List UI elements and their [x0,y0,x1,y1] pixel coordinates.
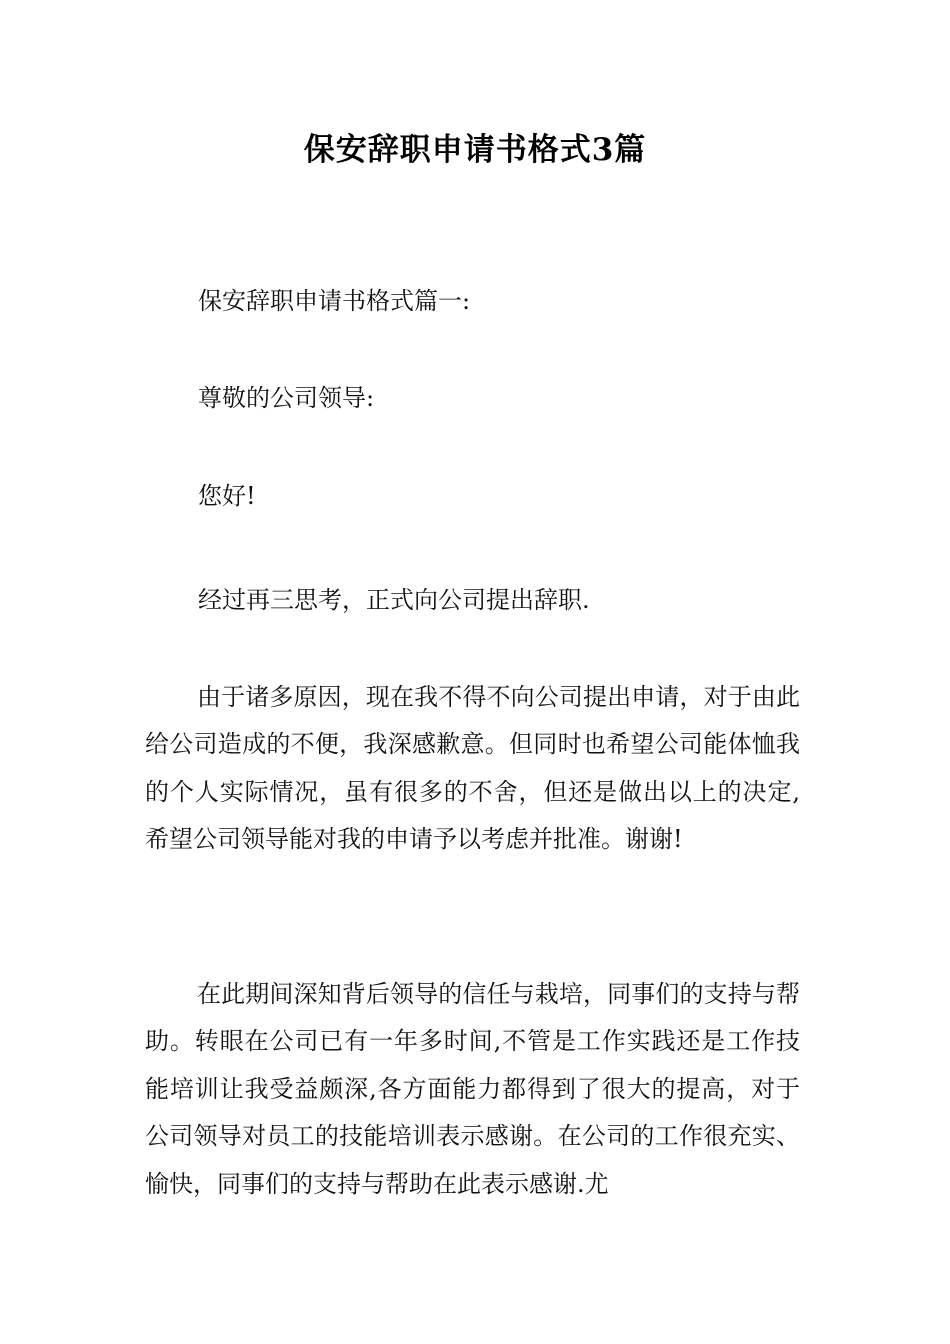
section-heading: 保安辞职申请书格式篇一: [198,287,471,315]
paragraph: 由于诸多原因，现在我不得不向公司提出申请，对于由此给公司造成的不便，我深感歉意。但同时也希望公司能体恤我的个人实际情况，虽有很多的不舍，但还是做出以上的决定,希望公司领导能对我的申请予以考虑并批准。谢谢! [145,683,800,854]
paragraph: 在此期间深知背后领导的信任与栽培，同事们的支持与帮助。转眼在公司已有一年多时间,不管是工作实践还是工作技能培训让我受益颇深,各方面能力都得到了很大的提高，对于公司领导对员工的技能培训表示感谢。在公司的工作很充实、愉快，同事们的支持与帮助在此表示感谢.尤 [145,980,800,1198]
salutation: 尊敬的公司领导: [198,384,375,412]
paragraph: 经过再三思考，正式向公司提出辞职. [198,586,590,614]
greeting: 您好! [198,482,256,510]
document-title: 保安辞职申请书格式3篇 [303,132,647,168]
